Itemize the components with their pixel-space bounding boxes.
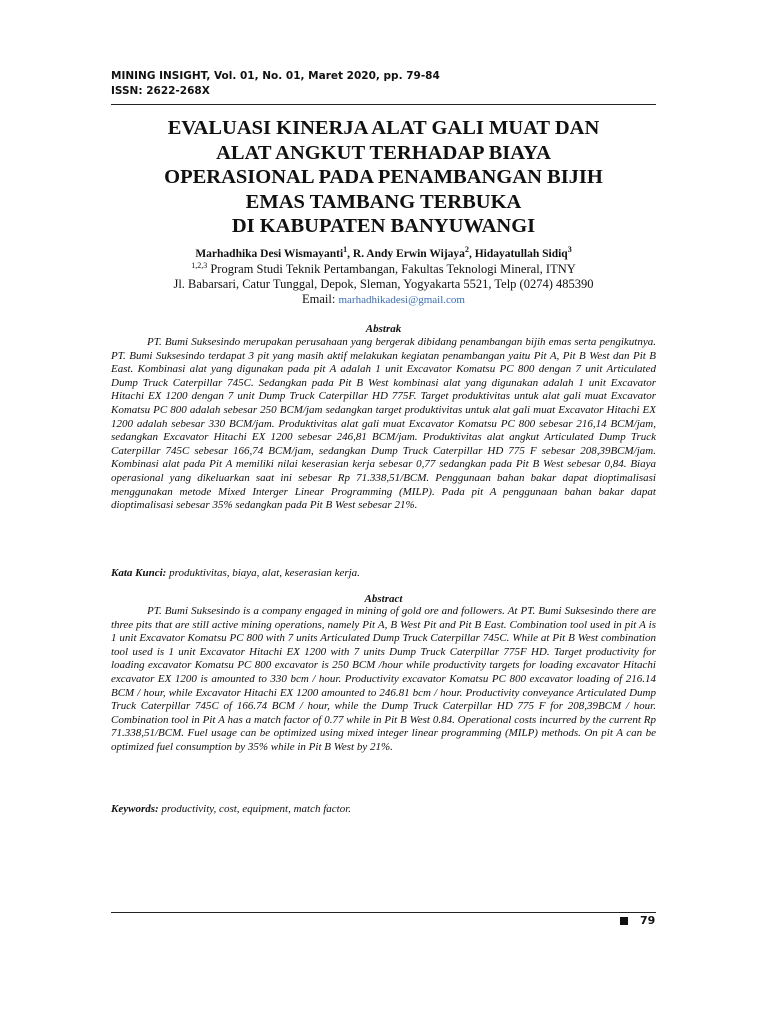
title-line: ALAT ANGKUT TERHADAP BIAYA: [216, 141, 551, 164]
paper-title: [111, 116, 656, 239]
journal-header: [111, 69, 440, 99]
header-rule: [111, 104, 656, 105]
author-affil-mark: 3: [567, 245, 572, 255]
keywords-label: Keywords:: [111, 803, 159, 815]
title-line: DI KABUPATEN BANYUWANGI: [231, 215, 536, 237]
author-name: Marhadhika Desi Wismayanti: [195, 248, 344, 260]
keywords: [111, 802, 656, 816]
kata-kunci: [111, 566, 656, 580]
abstrak-body: PT. Bumi Suksesindo merupakan perusahaan yang bergerak dibidang penambangan bijih emas serta pengikutnya. PT. Bumi Suksesindo terdapat 3 pit yang masih aktif melakukan kegiatan penambangan yaitu Pit A, Pit B West dan Pit B East. Kombinasi alat yang digunakan pada pit A adalah 1 unit Excavator Komatsu PC 800 dengan 7 unit Articulated Dump Truck Caterpillar 745C. Sedangkan pada Pit B West kombinasi alat yang digunakan adalah 1 unit Excavator Hitachi EX 1200 dengan 7 unit Dump Truck Caterpillar HD 775F. Target produktivitas untuk alat gali muat Excavator Komatsu PC 800 adalah sebesar 250 BCM/jam sedangkan target produktivitas untuk alat gali muat Excavator Hitachi EX 1200 adalah sebesar 330 BCM/jam. Produktivitas alat gali muat Excavator Komatsu PC 800 sebesar 216,14 BCM/jam, sedangkan Excavator Hitachi EX 1200 sebesar 246,81 BCM/jam. Produktivitas alat angkut Articulated Dump Truck Caterpillar 745C sebesar 166,74 BCM/jam, sedangkan Dump Truck Caterpillar HD 775 F sebesar 208,39BCM/jam. Kombinasi alat pada Pit A memiliki nilai keserasian kerja sebesar 0,77 sedangkan pada Pit B West sebesar 0,84. Biaya operasional yang dikeluarkan saat ini sebesar Rp 71.338,51/BCM. Penggunaan bahan bakar dapat dioptimalisasi menggunakan metode Mixed Interger Linear Programming (MILP). Pada pit A penggunaan bahan bakar dapat dioptimalisasi sebesar 35% sedangkan pada Pit B West sebesar 21%.: [111, 336, 656, 512]
kata-kunci-label: Kata Kunci:: [111, 567, 167, 579]
author-affil-mark: 1: [343, 245, 348, 255]
page-footer: [620, 914, 655, 928]
abstract-body: PT. Bumi Suksesindo is a company engaged in mining of gold ore and followers. At PT. Bumi Suksesindo there are three pits that are still active mining operations, namely Pit A, B West Pit and Pit B East. Combination tool used in pit A is 1 unit Excavator Komatsu PC 800 with 7 units Articulated Dump Truck Caterpillar 745C. While at Pit B West combination tool used is 1 unit Excavator Hitachi EX 1200 with 7 units Dump Truck Caterpillar 775F HD. Target productivity for loading excavator Komatsu PC 800 excavator is 250 BCM /hour while productivity targets for loading excavator Hitachi excavator EX 1200 is amounted to 330 bcm / hour. Productivity excavator Komatsu PC 800 excavator loading of 216.14 BCM / hour, while Excavator Hitachi EX 1200 amounted to 246.81 bcm / hour. Productivity conveyance Articulated Dump Truck Caterpillar 745C of 166.74 BCM / hour, while the Dump Truck Caterpillar HD 775 F for 208,39BCM / hour. Combination tool in Pit A has a match factor of 0.77 while in Pit B West 0.84. Operational costs incurred by the current Rp 71.338,51/BCM. Fuel usage can be optimized using mixed integer linear programming (MILP) methods. On pit A can be optimized fuel consumption by 35% while in Pit B West by 21%.: [111, 605, 656, 753]
address: Jl. Babarsari, Catur Tunggal, Depok, Sleman, Yogyakarta 5521, Telp (0274) 485390: [173, 277, 594, 291]
footer-rule: [111, 912, 656, 913]
title-line: EMAS TAMBANG TERBUKA: [245, 190, 522, 213]
abstract-heading: Abstract: [364, 593, 403, 605]
journal-citation: MINING INSIGHT, Vol. 01, No. 01, Maret 2020, pp. 79-84: [111, 70, 440, 82]
email-line: Email: marhadhikadesi@gmail.com: [302, 292, 465, 306]
journal-issn: ISSN: 2622-268X: [111, 85, 210, 97]
author-name: Hidayatullah Sidiq: [474, 248, 568, 260]
title-line: OPERASIONAL PADA PENAMBANGAN BIJIH: [164, 166, 603, 188]
page-number: 79: [640, 914, 656, 927]
title-line: EVALUASI KINERJA ALAT GALI MUAT DAN: [167, 117, 600, 139]
author-block: [111, 247, 656, 308]
square-icon: [620, 917, 628, 925]
abstrak-heading: Abstrak: [365, 323, 402, 335]
author-affil-mark: 2: [464, 245, 469, 255]
author-names: Marhadhika Desi Wismayanti$^1$, R. Andy Erwin Wijaya$^2$, Hidayatullah Sidiq$^3$: [195, 245, 572, 260]
keywords-text: productivity, cost, equipment, match factor.: [158, 803, 352, 815]
author-name: R. Andy Erwin Wijaya: [352, 248, 465, 260]
kata-kunci-text: produktivitas, biaya, alat, keserasian kerja.: [166, 567, 360, 579]
affiliation: $^{1,2,3}$ Program Studi Teknik Pertambangan, Fakultas Teknologi Mineral, ITNY: [191, 260, 576, 276]
email-link[interactable]: marhadhikadesi@gmail.com: [338, 294, 465, 306]
